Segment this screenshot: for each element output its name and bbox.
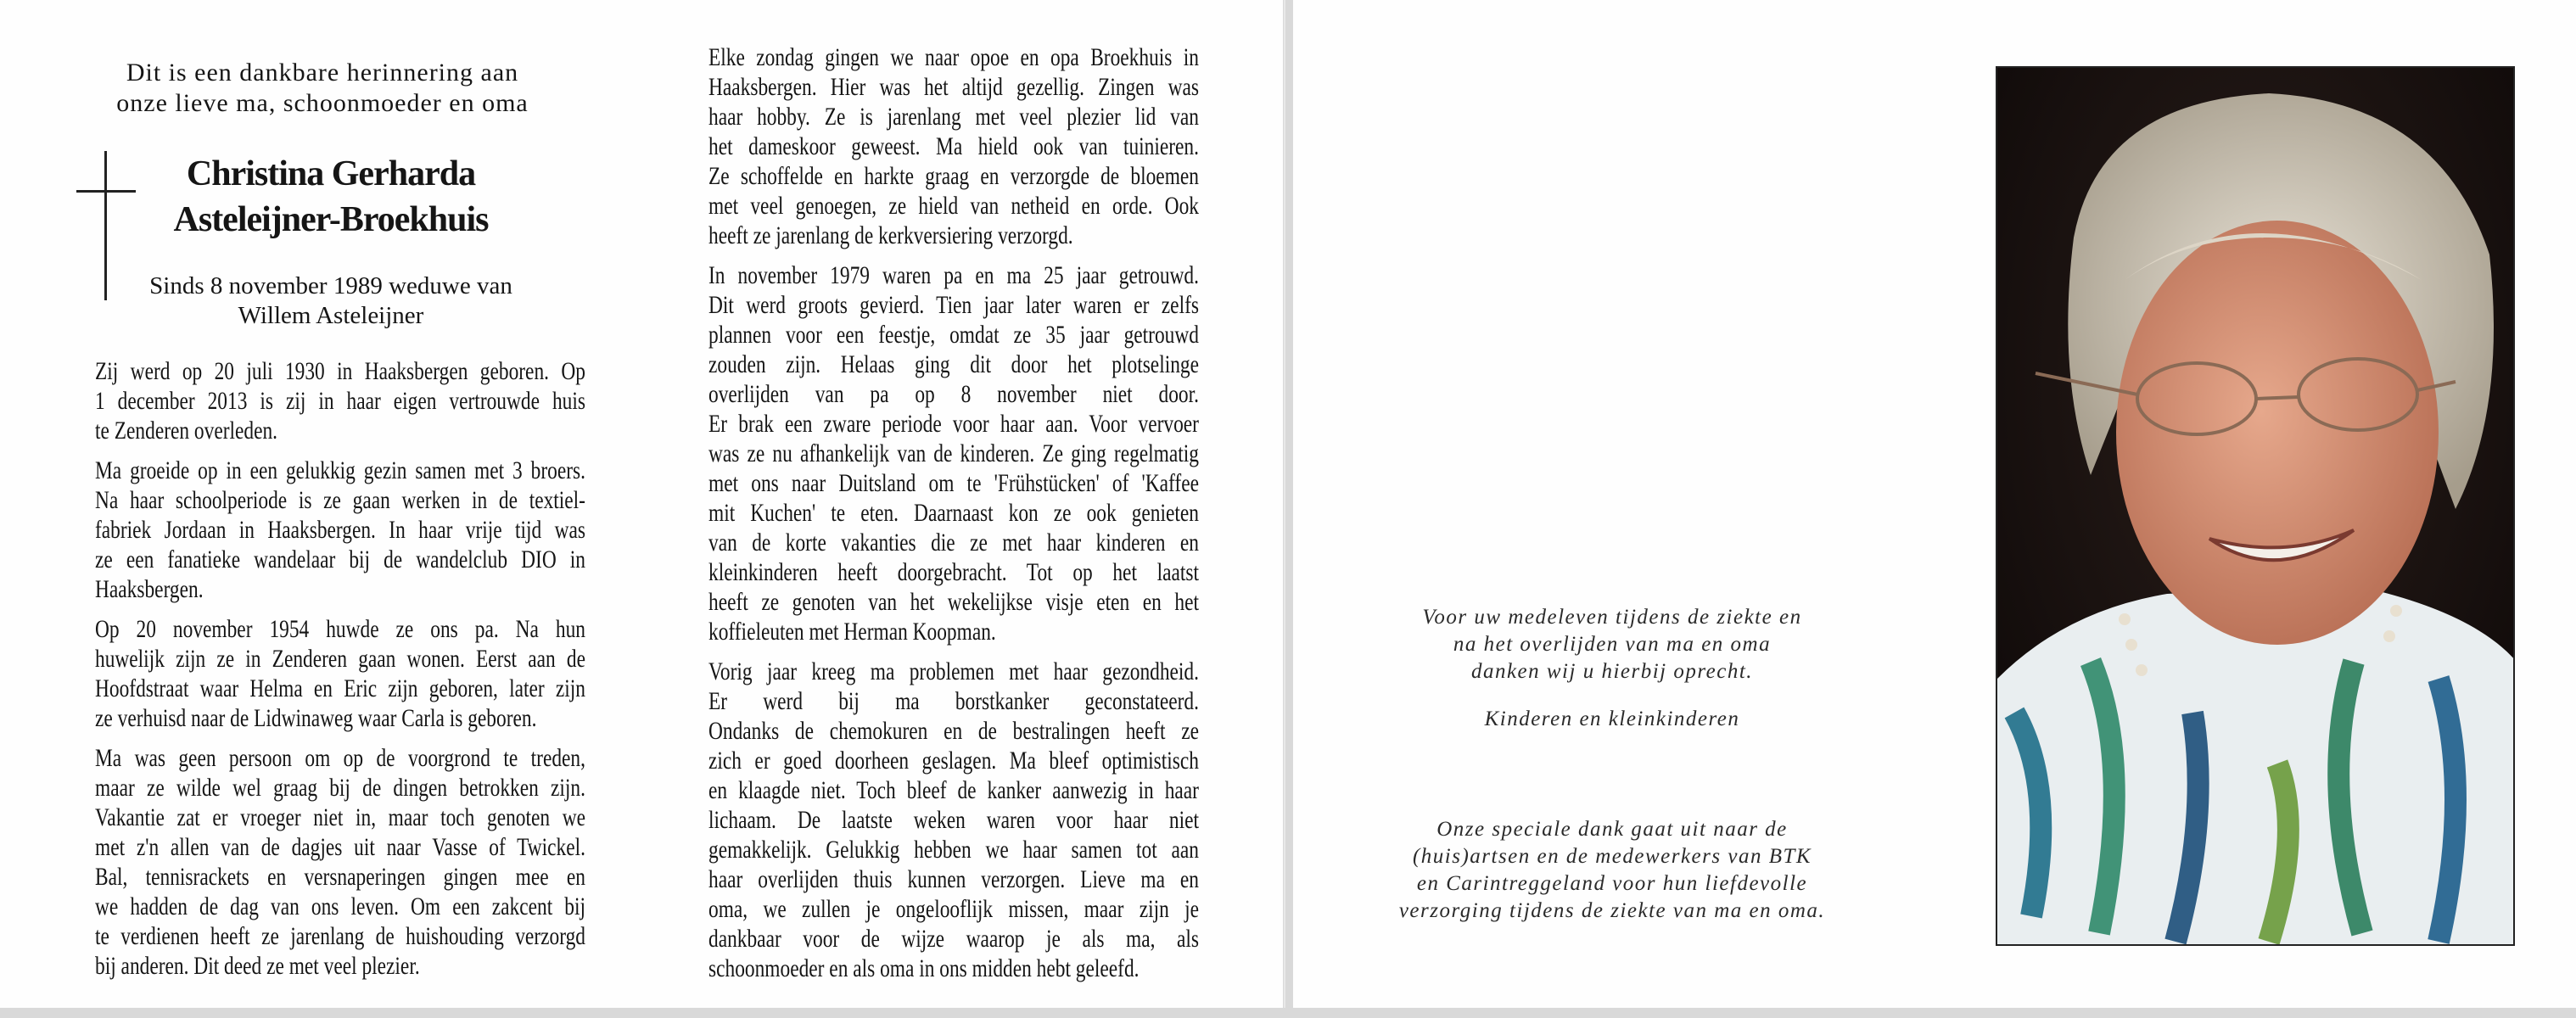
text-line: met z'n allen van de dagjes uit naar Vasse of Twickel. — [95, 833, 585, 861]
text-line: Haaksbergen. Hier was het altijd gezellig. Zingen was — [708, 73, 1199, 101]
text-line: het dameskoor geweest. Ma hield ook van tuinieren. — [708, 132, 1199, 160]
intro-line: onze lieve ma, schoonmoeder en oma — [116, 89, 529, 117]
paragraph — [708, 657, 1199, 983]
thanks-line: danken wij u hierbij oprecht. — [1470, 660, 1754, 683]
text-line: Ondanks de chemokuren en de bestralingen heeft ze — [708, 717, 1199, 745]
portrait-image — [1997, 68, 2515, 946]
thanks-message — [1375, 604, 1850, 733]
text-line: van de korte vakanties die ze met haar kinderen en — [708, 529, 1199, 557]
text-line: Na haar schoolperiode is ze gaan werken in de textiel- — [95, 486, 585, 514]
text-line: koffieleuten met Herman Koopman. — [708, 618, 996, 646]
card-inner-left — [0, 0, 1283, 1008]
thanks-signature: Kinderen en kleinkinderen — [1484, 708, 1740, 730]
thanks-line: Voor uw medeleven tijdens de ziekte en — [1422, 606, 1802, 629]
intro-text — [93, 58, 552, 119]
widow-line: Willem Asteleijner — [238, 302, 424, 329]
text-line: huwelijk zijn ze in Zenderen gaan wonen. Eerst aan de — [95, 645, 585, 673]
text-line: Bal, tennisrackets en versnaperingen gingen mee en — [95, 863, 585, 891]
text-line: heeft ze jarenlang de kerkversiering verzorgd. — [708, 221, 1073, 249]
text-line: kleinkinderen heeft doorgebracht. Tot op het laatst — [708, 558, 1199, 586]
special-line: en Carintreggeland voor hun liefdevolle — [1416, 872, 1808, 895]
text-line: Zij werd op 20 juli 1930 in Haaksbergen geboren. Op — [95, 357, 585, 385]
name-line: Christina Gerharda — [186, 154, 476, 193]
special-line: verzorging tijdens de ziekte van ma en oma. — [1398, 899, 1826, 922]
name-line: Asteleijner-Broekhuis — [173, 200, 489, 239]
text-line: schoonmoeder en als oma in ons midden hebt geleefd. — [708, 954, 1140, 982]
text-line: met veel genoegen, ze hield van netheid en orde. Ook — [708, 192, 1199, 220]
text-line: overlijden van pa op 8 november niet door. — [708, 380, 1199, 408]
widow-line: Sinds 8 november 1989 weduwe van — [149, 272, 512, 299]
text-line: Vorig jaar kreeg ma problemen met haar gezondheid. — [708, 657, 1199, 685]
text-line: bij anderen. Dit deed ze met veel plezier. — [95, 952, 420, 980]
widow-text — [110, 271, 552, 331]
text-line: In november 1979 waren pa en ma 25 jaar getrouwd. — [708, 261, 1199, 289]
text-line: ze verhuisd naar de Lidwinaweg waar Carla is geboren. — [95, 704, 537, 732]
card-fold — [1284, 0, 1285, 1008]
paragraph — [95, 356, 585, 445]
text-line: plannen voor een feestje, omdat ze 35 jaar getrouwd — [708, 321, 1199, 349]
special-line: (huis)artsen en de medewerkers van BTK — [1412, 845, 1812, 868]
text-line: haar hobby. Ze is jarenlang met veel plezier lid van — [708, 103, 1199, 131]
text-line: Op 20 november 1954 huwde ze ons pa. Na hun — [95, 615, 585, 643]
left-column-text — [95, 356, 585, 991]
text-line: heeft ze genoten van het wekelijkse visje eten en het — [708, 588, 1199, 616]
text-line: Dit werd groots gevierd. Tien jaar later waren er zelfs — [708, 291, 1199, 319]
text-line: zouden zijn. Helaas ging dit door het plotselinge — [708, 350, 1199, 378]
text-line: gemakkelijk. Gelukkig hebben we haar samen tot aan — [708, 836, 1199, 864]
paragraph — [708, 42, 1199, 250]
text-line: Er brak een zware periode voor haar aan. Voor vervoer — [708, 410, 1199, 438]
middle-column-text — [708, 42, 1199, 993]
text-line: zich er goed doorheen geslagen. Ma bleef optimistisch — [708, 747, 1199, 775]
paragraph — [95, 456, 585, 604]
text-line: Hoofdstraat waar Helma en Eric zijn geboren, later zijn — [95, 674, 585, 702]
text-line: met ons naar Duitsland om te 'Frühstücken' of 'Kaffee — [708, 469, 1199, 497]
cross-icon — [104, 151, 107, 300]
text-line: te verdienen heeft ze jarenlang de huishouding verzorgd — [95, 922, 585, 950]
text-line: Er werd bij ma borstkanker geconstateerd. — [708, 687, 1199, 715]
paragraph — [95, 743, 585, 981]
portrait-photo — [1996, 66, 2515, 946]
text-line: 1 december 2013 is zij in haar eigen vertrouwde huis — [95, 387, 585, 415]
text-line: Ma groeide op in een gelukkig gezin samen met 3 broers. — [95, 456, 585, 484]
text-line: haar overlijden thuis kunnen verzorgen. Lieve ma en — [708, 865, 1199, 893]
text-line: mit Kuchen' te eten. Daarnaast kon ze ook genieten — [708, 499, 1199, 527]
text-line: oma, we zullen je ongelooflijk missen, maar zijn je — [708, 895, 1199, 923]
special-thanks — [1375, 816, 1850, 925]
text-line: Haaksbergen. — [95, 575, 204, 603]
deceased-name — [110, 151, 552, 243]
text-line: te Zenderen overleden. — [95, 417, 278, 445]
paragraph — [95, 614, 585, 733]
text-line: maar ze wilde wel graag bij de dingen betrokken zijn. — [95, 774, 585, 802]
text-line: dankbaar voor de wijze waarop je als ma, als — [708, 925, 1199, 953]
paragraph — [708, 260, 1199, 646]
intro-line: Dit is een dankbare herinnering aan — [126, 59, 519, 87]
text-line: fabriek Jordaan in Haaksbergen. In haar vrije tijd was — [95, 516, 585, 544]
text-line: Ze schoffelde en harkte graag en verzorgde de bloemen — [708, 162, 1199, 190]
text-line: ze een fanatieke wandelaar bij de wandelclub DIO in — [95, 545, 585, 573]
text-line: Vakantie zat er vroeger niet in, maar toch genoten we — [95, 803, 585, 831]
special-line: Onze speciale dank gaat uit naar de — [1436, 818, 1788, 841]
text-line: was ze nu afhankelijk van de kinderen. Ze ging regelmatig — [708, 439, 1199, 467]
text-line: en klaagde niet. Toch bleef de kanker aanwezig in haar — [708, 776, 1199, 804]
text-line: we hadden de dag van ons leven. Om een zakcent bij — [95, 892, 585, 920]
thanks-line: na het overlijden van ma en oma — [1453, 633, 1772, 656]
text-line: Elke zondag gingen we naar opoe en opa Broekhuis in — [708, 43, 1199, 71]
text-line: Ma was geen persoon om op de voorgrond te treden, — [95, 744, 585, 772]
text-line: lichaam. De laatste weken waren voor haar niet — [708, 806, 1199, 834]
